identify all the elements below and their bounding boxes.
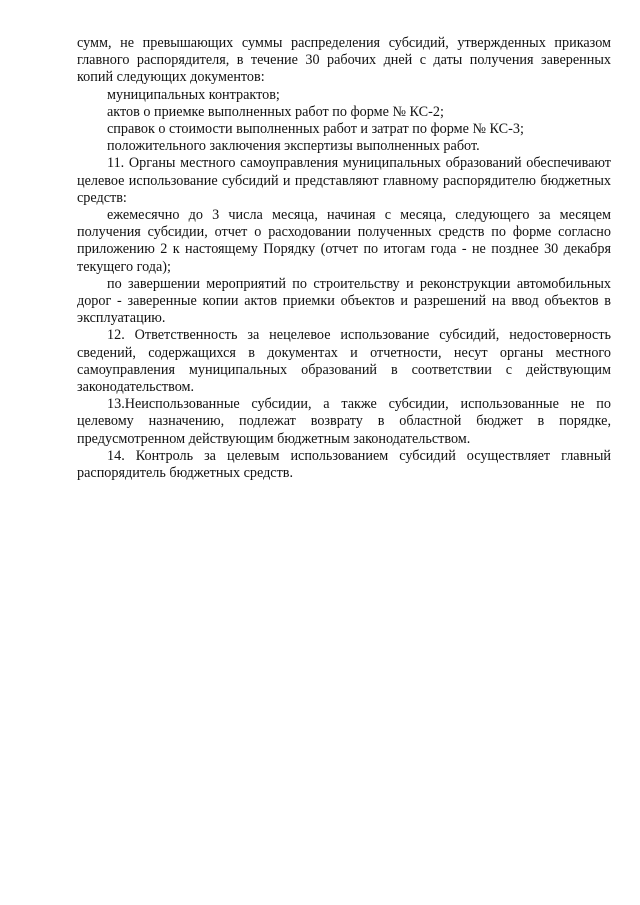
paragraph-12: 12. Ответственность за нецелевое использование субсидий, недостоверность сведений, содержащихся в документах и отчетности, несут органы местного самоуправления муниципальных образований в соответствии с действующим законодательством.	[77, 327, 611, 396]
list-item-ks3-certificates: справок о стоимости выполненных работ и затрат по форме № КС-3;	[107, 121, 524, 138]
paragraph-13: 13.Неиспользованные субсидии, а также субсидии, использованные не по целевому назначению, подлежат возврату в областной бюджет в порядке, предусмотренном действующим бюджетным законодательством.	[77, 396, 611, 447]
paragraph-11-monthly-report: ежемесячно до 3 числа месяца, начиная с месяца, следующего за месяцем получения субсидии, отчет о расходовании полученных средств по форме согласно приложению 2 к настоящему Порядку (отчет по итогам года - не позднее 30 декабря текущего года);	[77, 207, 611, 275]
list-item-municipal-contracts: муниципальных контрактов;	[107, 86, 280, 103]
paragraph-11-completion: по завершении мероприятий по строительству и реконструкции автомобильных дорог - заверенные копии актов приемки объектов и разрешений на ввод объектов в эксплуатацию.	[77, 275, 611, 327]
paragraph-continuation: сумм, не превышающих суммы распределения субсидий, утвержденных приказом главного распорядителя, в течение 30 рабочих дней с даты получения заверенных копий следующих документов:	[77, 35, 611, 86]
document-body	[77, 35, 611, 482]
list-item-ks2-acts: актов о приемке выполненных работ по форме № КС-2;	[107, 103, 444, 120]
paragraph-11: 11. Органы местного самоуправления муниципальных образований обеспечивают целевое использование субсидий и представляют главному распорядителю бюджетных средств:	[77, 155, 611, 206]
paragraph-14: 14. Контроль за целевым использованием субсидий осуществляет главный распорядитель бюджетных средств.	[77, 447, 611, 482]
list-item-expertise-conclusion: положительного заключения экспертизы выполненных работ.	[107, 138, 480, 155]
